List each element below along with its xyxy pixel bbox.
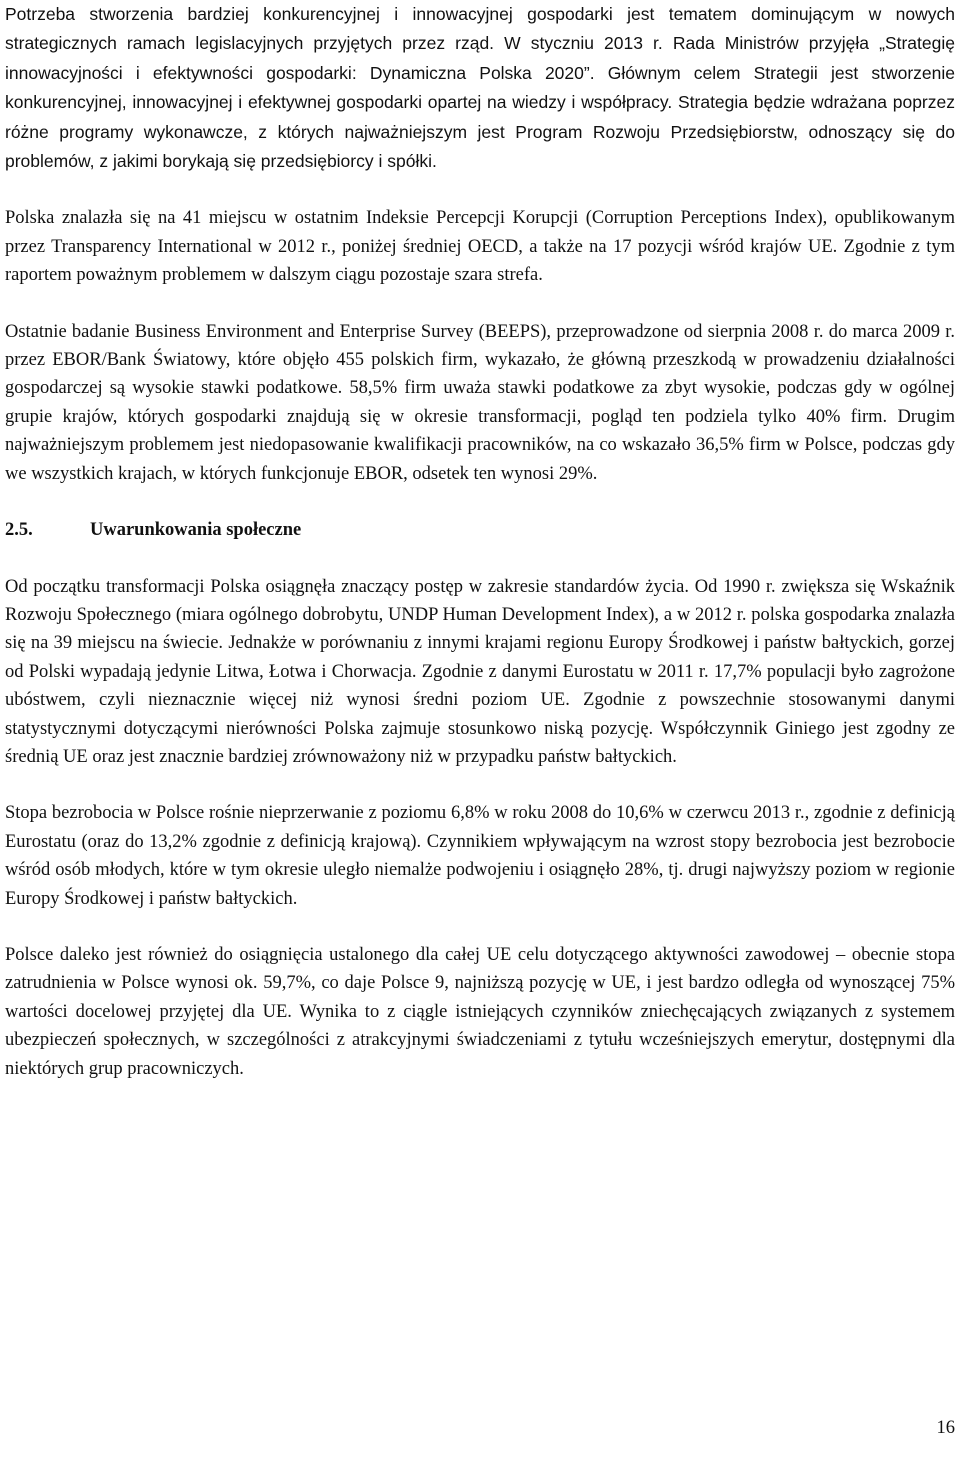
- paragraph-corruption-index: Polska znalazła się na 41 miejscu w ostatnim Indeksie Percepcji Korupcji (Corruption Perceptions Index), opublikowanym przez Transparency International w 2012 r., poniżej średniej OECD, a także na 17 pozycji wśród krajów UE. Zgodnie z tym raportem poważnym problemem w dalszym ciągu pozostaje szara strefa.: [5, 208, 955, 286]
- section-title: Uwarunkowania społeczne: [90, 520, 302, 541]
- paragraph-spacer: [5, 488, 955, 516]
- paragraph-strategy-text: Potrzeba stworzenia bardziej konkurencyjnej i innowacyjnej gospodarki jest tematem dominującym w nowych strategicznych ramach legislacyjnych przyjętych przez rząd. W styczniu 2013 r. Rada Ministrów przyjęła „Strategię innowacyjności i efektywności gospodarki: Dynamiczna Polska 2020”. Głównym celem Strategii jest stworzenie konkurencyjnej, innowacyjnej i efektywnej gospodarki opartej na wiedzy i współpracy. Strategia będzie wdrażana poprzez różne programy wykonawcze, z których najważniejszym jest Program Rozwoju Przedsiębiorstw, odnoszący się do problemów, z jakimi borykają się przedsiębiorcy i spółki.: [5, 4, 955, 172]
- document-body: [5, 0, 955, 1083]
- paragraph-unemployment: Stopa bezrobocia w Polsce rośnie nieprzerwanie z poziomu 6,8% w roku 2008 do 10,6% w czerwcu 2013 r., zgodnie z definicją Eurostatu (oraz do 13,2% zgodnie z definicją krajową). Czynnikiem wpływającym na wzrost stopy bezrobocia jest bezrobocie wśród osób młodych, które w tym okresie uległo niemalże podwojeniu i osiągnęło 28%, tj. drugi najwyższy poziom w regionie Europy Środkowej i państw bałtyckich.: [5, 803, 955, 909]
- section-heading: [5, 516, 955, 544]
- paragraph-beeps-survey: Ostatnie badanie Business Environment and Enterprise Survey (BEEPS), przeprowadzone od sierpnia 2008 r. do marca 2009 r. przez EBOR/Bank Światowy, które objęło 455 polskich firm, wykazało, że główną przeszkodą w prowadzeniu działalności gospodarczej są wysokie stawki podatkowe. 58,5% firm uważa stawki podatkowe za zbyt wysokie, podczas gdy w ogólnej grupie krajów, których gospodarki znajdują się w okresie transformacji, pogląd ten podziela tylko 40% firm. Drugim najważniejszym problemem jest niedopasowanie kwalifikacji pracowników, na co wskazało 36,5% firm w Polsce, podczas gdy we wszystkich krajach, w których funkcjonuje EBOR, odsetek ten wynosi 29%.: [5, 321, 955, 484]
- paragraph-spacer: [5, 176, 955, 204]
- section-number: 2.5.: [5, 520, 33, 541]
- paragraph-living-standards: Od początku transformacji Polska osiągnęła znaczący postęp w zakresie standardów życia. Od 1990 r. zwiększa się Wskaźnik Rozwoju Społecznego (miara ogólnego dobrobytu, UNDP Human Development Index), a w 2012 r. polska gospodarka znalazła się na 39 miejscu na świecie. Jednakże w porównaniu z innymi krajami regionu Europy Środkowej i państw bałtyckich, gorzej od Polski wypadają jedynie Litwa, Łotwa i Chorwacja. Zgodnie z danymi Eurostatu w 2011 r. 17,7% populacji było zagrożone ubóstwem, czyli nieznacznie więcej niż wynosi średni poziom UE. Zgodnie z powszechnie stosowanymi danymi statystycznymi dotyczącymi nierówności Polska zajmuje stosunkowo niską pozycję. Współczynnik Giniego jest zgodny ze średnią UE oraz jest znacznie bardziej zrównoważony niż w przypadku państw bałtyckich.: [5, 576, 955, 767]
- paragraph-spacer: [5, 545, 955, 573]
- paragraph-employment-rate: Polsce daleko jest również do osiągnięcia ustalonego dla całej UE celu dotyczącego aktywności zawodowej – obecnie stopa zatrudnienia w Polsce wynosi ok. 59,7%, co daje Polsce 9, najniższą pozycję w UE, i jest bardzo odległa od wynoszącej 75% wartości docelowej przyjętej dla UE. Wynika to z ciągle istniejących czynników zniechęcających związanych z systemem ubezpieczeń społecznych, w szczególności z atrakcyjnymi świadczeniami z tytułu wcześniejszych emerytur, dostępnymi dla niektórych grup pracowniczych.: [5, 944, 955, 1079]
- paragraph-spacer: [5, 771, 955, 799]
- paragraph-spacer: [5, 290, 955, 318]
- paragraph-spacer: [5, 913, 955, 941]
- paragraph-strategy: [5, 0, 955, 176]
- page-number: 16: [936, 1418, 955, 1438]
